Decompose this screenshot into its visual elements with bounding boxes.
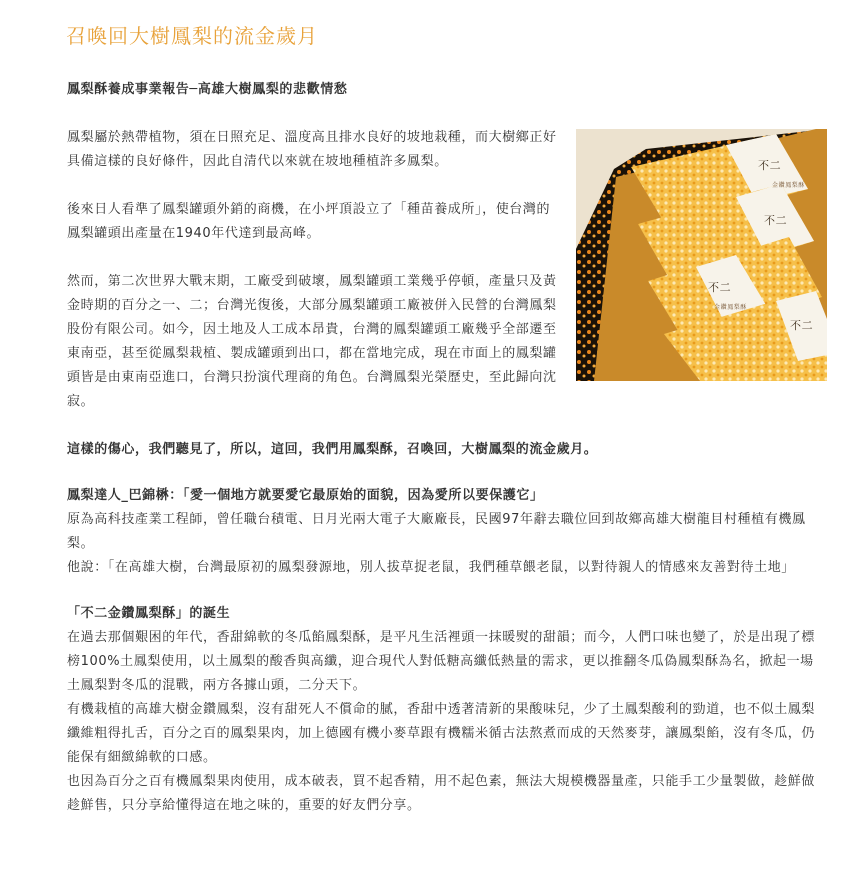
article-heading: 鳳梨酥養成事業報告─高雄大樹鳳梨的悲歡情愁 (67, 82, 348, 97)
section3-paragraph-3: 也因為百分之百有機鳳梨果肉使用，成本破表，買不起香精，用不起色素，無法大規模機器量產，只能手工少量製做，趁鮮做趁鮮售，只分享給懂得這在地之味的，重要的好友們分享。 (67, 774, 816, 813)
paragraph-3: 然而，第二次世界大戰末期，工廠受到破壞，鳳梨罐頭工業幾乎停頓，產量只及黃金時期的百分之一、二；台灣光復後，大部分鳳梨罐頭工廠被併入民營的台灣鳳梨股份有限公司。如今，因土地及人工成本昂貴，台灣的鳳梨罐頭工廠幾乎全部遷至東南亞，甚至從鳳梨栽植、製成罐頭到出口，都在當地完成，現在市面上的鳳梨罐頭皆是由東南亞進口，台灣只扮演代理商的角色。台灣鳳梨光榮歷史，至此歸向沈寂。 (67, 274, 557, 409)
section3-paragraph-1: 在過去那個艱困的年代，香甜綿軟的冬瓜餡鳳梨酥，是平凡生活裡頭一抹暖熨的甜韻；而今，人們口味也變了，於是出現了標榜100%土鳳梨使用，以土鳳梨的酸香與高纖，迎合現代人對低糖高纖低熱量的需求，更以推翻冬瓜偽鳳梨酥為名，掀起一場土鳳梨對冬瓜的混戰，兩方各據山頭，二分天下。 (67, 630, 816, 693)
section2-paragraph-1: 原為高科技產業工程師，曾任職台積電、日月光兩大電子大廠廠長，民國97年辭去職位回到故鄉高雄大樹龍目村種植有機鳳梨。 (67, 512, 806, 551)
paragraph-1: 鳳梨屬於熱帶植物，須在日照充足、溫度高且排水良好的坡地栽種，而大樹鄉正好具備這樣的良好條件，因此自清代以來就在坡地種植許多鳳梨。 (67, 130, 557, 169)
package-brand-text-4: 不二 (790, 319, 814, 332)
section2-heading: 鳳梨達人_巴錦楙：「愛一個地方就要愛它最原始的面貌，因為愛所以要保護它」 (67, 488, 544, 503)
package-brand-text-2: 不二 (764, 214, 788, 227)
article-body (67, 78, 825, 818)
pineapple-cake-box-photo (576, 129, 827, 381)
section2-paragraph-2: 他說：「在高雄大樹，台灣最原初的鳳梨發源地，別人拔草捉老鼠，我們種草餵老鼠，以對待親人的情感來友善對待土地」 (67, 560, 795, 575)
package-brand-text-3: 不二 (708, 281, 732, 294)
section3-heading: 「不二金鑽鳳梨酥」的誕生 (67, 606, 231, 621)
paragraph-4: 這樣的傷心，我們聽見了，所以，這回，我們用鳳梨酥，召喚回，大樹鳳梨的流金歲月。 (67, 442, 598, 457)
package-subtitle-text-2: 金鑽鳳梨酥 (714, 304, 748, 311)
package-brand-text: 不二 (758, 159, 782, 172)
paragraph-2: 後來日人看準了鳳梨罐頭外銷的商機，在小坪頂設立了「種苗養成所」，使台灣的鳳梨罐頭出產量在1940年代達到最高峰。 (67, 202, 551, 241)
page-title: 召喚回大樹鳳梨的流金歲月 (66, 24, 318, 48)
package-subtitle-text: 金鑽鳳梨酥 (772, 182, 806, 189)
section3-paragraph-2: 有機栽植的高雄大樹金鑽鳳梨，沒有甜死人不償命的膩，香甜中透著清新的果酸味兒，少了土鳳梨酸利的勁道，也不似土鳳梨纖維粗得扎舌，百分之百的鳳梨果肉，加上德國有機小麥草跟有機糯米循古法熬煮而成的天然麥芽，讓鳳梨餡，沒有冬瓜，仍能保有細緻綿軟的口感。 (67, 702, 816, 765)
